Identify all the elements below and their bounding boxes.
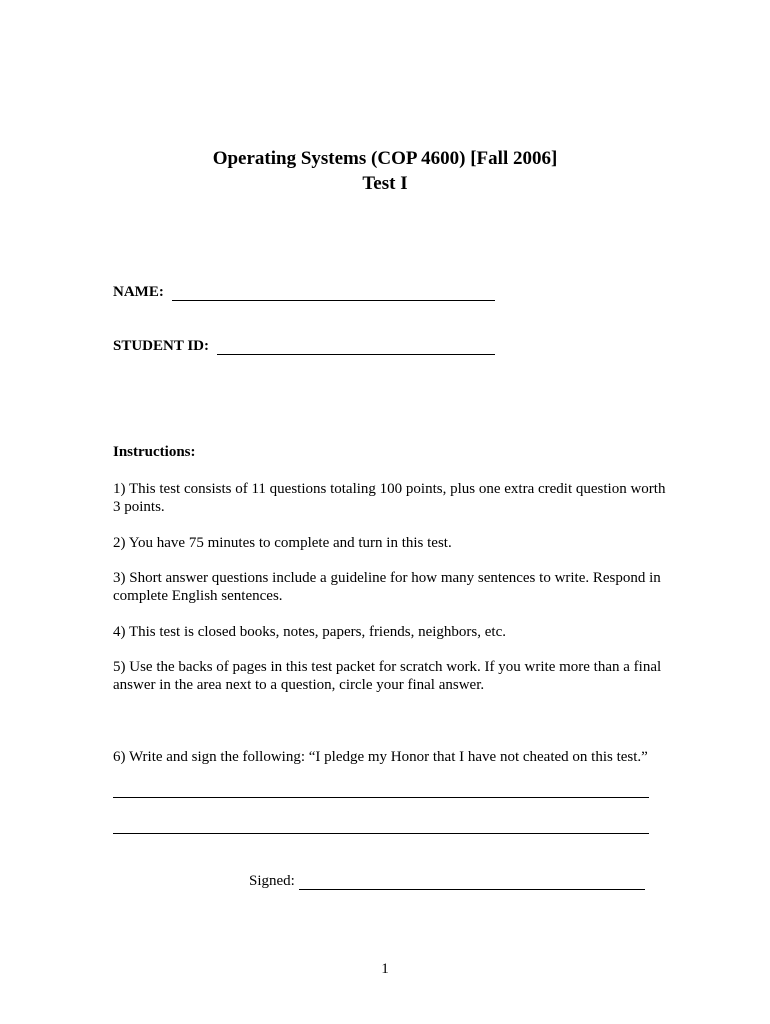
student-id-blank-line[interactable]: [217, 339, 495, 355]
signed-label: Signed:: [249, 873, 295, 889]
instruction-item-2: 2) You have 75 minutes to complete and turn in this test.: [113, 535, 452, 551]
page-title: [0, 146, 770, 196]
student-id-field-row: [113, 338, 495, 355]
student-id-label: STUDENT ID:: [113, 338, 209, 354]
course-title: Operating Systems (COP 4600) [Fall 2006]: [212, 148, 558, 169]
name-field-row: [113, 284, 495, 301]
name-blank-line[interactable]: [172, 285, 495, 301]
page-number: 1: [381, 961, 389, 977]
instructions-heading: Instructions:: [113, 444, 196, 460]
name-label: NAME:: [113, 284, 164, 300]
signature-blank-line[interactable]: [299, 874, 645, 890]
test-title: Test I: [362, 173, 408, 194]
pledge-blank-line-2[interactable]: [113, 833, 649, 834]
instruction-item-4: 4) This test is closed books, notes, papers, friends, neighbors, etc.: [113, 624, 506, 640]
instruction-item-5: 5) Use the backs of pages in this test packet for scratch work. If you write more than a final answer in the area next to a question, circle your final answer.: [113, 659, 662, 693]
pledge-blank-line-1[interactable]: [113, 797, 649, 798]
instruction-item-6: 6) Write and sign the following: “I pledge my Honor that I have not cheated on this test.”: [113, 749, 648, 765]
signature-row: [249, 873, 645, 890]
instruction-item-1: 1) This test consists of 11 questions totaling 100 points, plus one extra credit question worth 3 points.: [113, 481, 666, 515]
instruction-item-3: 3) Short answer questions include a guideline for how many sentences to write. Respond in complete English sentences.: [113, 570, 661, 604]
